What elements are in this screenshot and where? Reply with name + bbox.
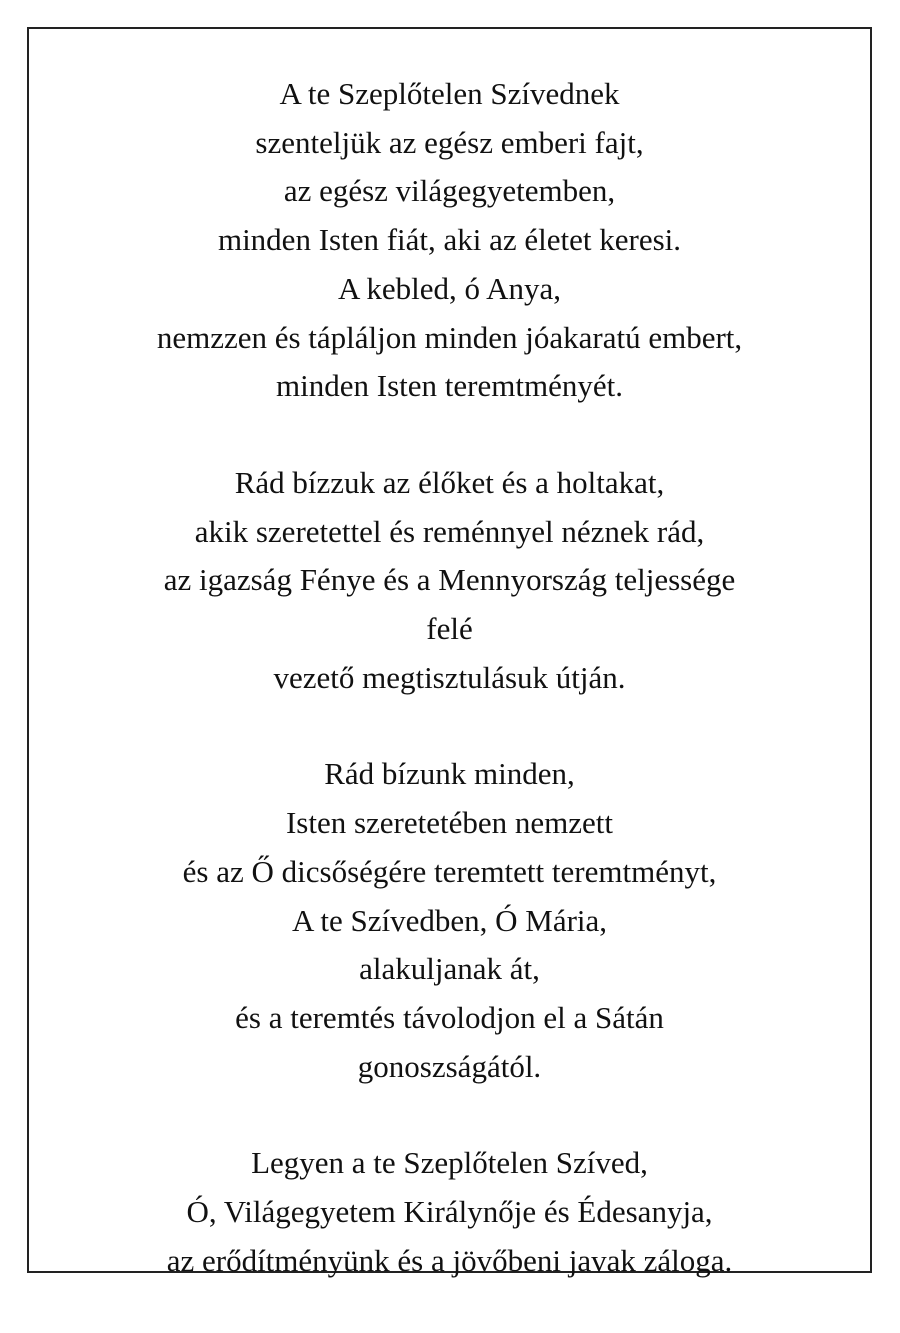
stanza-line: alakuljanak át,: [359, 951, 540, 987]
stanza-line: Ó, Világegyetem Királynője és Édesanyja,: [186, 1194, 713, 1230]
stanza-line: minden Isten fiát, aki az életet keresi.: [217, 222, 682, 258]
stanza-line: vezető megtisztulásuk útján.: [273, 659, 626, 695]
stanza-3: [29, 750, 870, 1091]
stanza-line: A te Szívedben, Ó Mária,: [291, 902, 608, 938]
stanza-4: [29, 1139, 870, 1285]
stanza-line: az erődítményünk és a jövőbeni javak záloga.: [166, 1242, 733, 1278]
stanza-line: az igazság Fénye és a Mennyország teljessége: [163, 562, 736, 598]
stanza-line: az egész világegyetemben,: [283, 173, 616, 209]
prayer-text: [29, 70, 870, 1333]
stanza-line: Rád bízzuk az élőket és a holtakat,: [234, 464, 665, 500]
stanza-line: nemzzen és tápláljon minden jóakaratú embert,: [156, 319, 743, 355]
stanza-line: felé: [426, 611, 473, 647]
stanza-line: akik szeretettel és reménnyel néznek rád,: [194, 513, 705, 549]
stanza-line: minden Isten teremtményét.: [276, 368, 623, 404]
stanza-line: és a teremtés távolodjon el a Sátán: [235, 999, 664, 1035]
stanza-line: gonoszságától.: [357, 1048, 542, 1084]
stanza-line: Isten szeretetében nemzett: [285, 805, 614, 841]
stanza-line: Legyen a te Szeplőtelen Szíved,: [251, 1145, 648, 1181]
stanza-line: és az Ő dicsőségére teremtett teremtményt,: [182, 853, 717, 889]
stanza-2: [29, 459, 870, 703]
stanza-line: Rád bízunk minden,: [324, 756, 575, 792]
stanza-line: A te Szeplőtelen Szívednek: [279, 76, 620, 111]
stanza-line: szenteljük az egész emberi fajt,: [255, 124, 644, 160]
stanza-1: [29, 70, 870, 411]
stanza-line: A kebled, ó Anya,: [338, 270, 561, 306]
